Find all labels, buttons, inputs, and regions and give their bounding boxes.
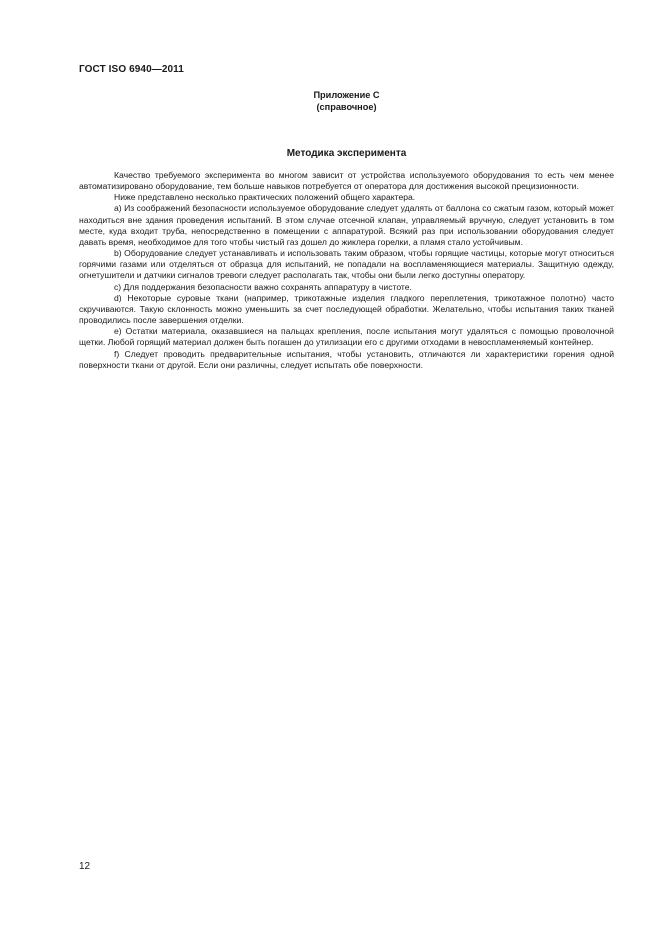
annex-subtitle: (справочное) — [316, 101, 377, 112]
paragraph-b: b) Оборудование следует устанавливать и использовать таким образом, чтобы горящие частицы, которые могут относиться горячими газами или отделяться от образца для испытаний, не попадали на воспламеняющиеся материалы. Защитную одежду, огнетушители и датчики сигналов тревоги следует располагать так, чтобы они были легко доступны оператору. — [79, 248, 614, 281]
body-text — [79, 170, 614, 371]
annex-heading — [0, 90, 661, 113]
paragraph-c: c) Для поддержания безопасности важно сохранять аппаратуру в чистоте. — [114, 281, 412, 292]
annex-title: Приложение С — [313, 90, 380, 100]
paragraph-intro: Качество требуемого эксперимента во многом зависит от устройства используемого оборудования то есть чем менее автоматизировано оборудование, тем больше навыков потребуется от оператора для достижения высокой прецизионности. — [79, 170, 614, 192]
paragraph-d: d) Некоторые суровые ткани (например, трикотажные изделия гладкого переплетения, трикотажное полотно) часто скручиваются. Такую склонность можно уменьшить за счет последующей обработки. Желательно, чтобы испытания таких тканей проводились после завершения отделки. — [79, 292, 614, 326]
paragraph-f: f) Следует проводить предварительные испытания, чтобы установить, отличаются ли характеристики горения одной поверхности ткани от другой. Если они различны, следует испытать обе поверхности. — [79, 348, 614, 370]
page-number: 12 — [79, 861, 91, 872]
paragraph-e: e) Остатки материала, оказавшиеся на пальцах крепления, после испытания могут удаляться с помощью проволочной щетки. Любой горящий материал должен быть погашен до утилизации его с другими отходами в невоспламеняемый контейнер. — [79, 326, 614, 348]
paragraph-a: а) Из соображений безопасности используемое оборудование следует удалять от баллона со сжатым газом, который может находиться вне здания проведения испытаний. В этом случае отсечной клапан, управляемый вручную, следует установить в том месте, куда входит труба, непосредственно в помещении с аппаратурой. Всякий раз при использовании оборудования следует давать время, необходимое для того чтобы чистый газ дошел до жиклера горелки, а пламя стало устойчивым. — [79, 203, 614, 247]
section-title: Методика эксперимента — [286, 148, 407, 159]
paragraph-general: Ниже представлено несколько практических положений общего характера. — [114, 192, 416, 203]
document-header: ГОСТ ISO 6940—2011 — [79, 64, 184, 75]
